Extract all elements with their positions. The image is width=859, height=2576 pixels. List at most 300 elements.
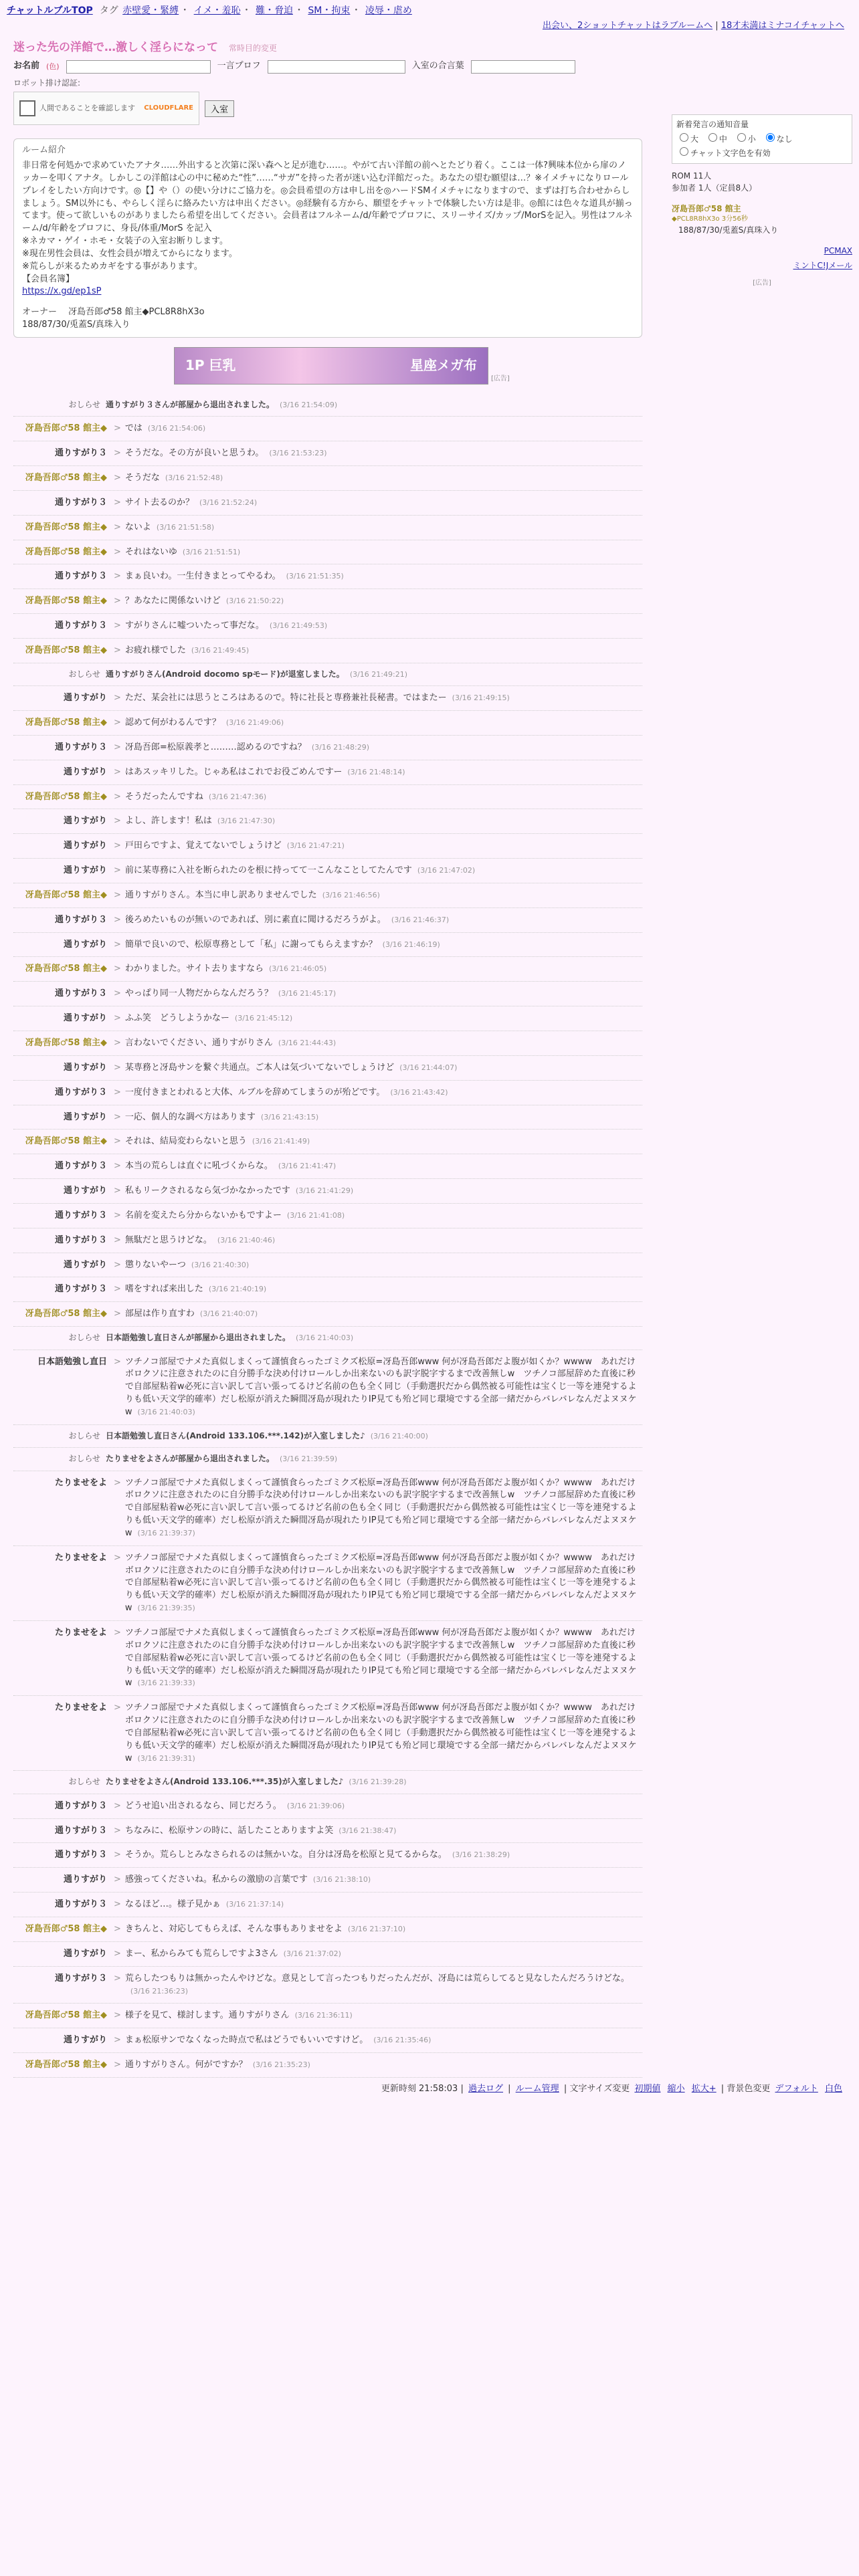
speaker-name[interactable]: 冴島吾郎♂58 館主◆ xyxy=(25,1309,107,1319)
arrow-icon: > xyxy=(114,865,121,876)
chat-message xyxy=(13,1081,642,1105)
message-text: では xyxy=(124,423,142,434)
timestamp: (3/16 21:40:03) xyxy=(137,1407,195,1416)
message-text: どうせ追い出されるなら、同じだろう。 xyxy=(124,1800,282,1811)
arrow-icon: > xyxy=(114,914,121,925)
chat-message xyxy=(13,1154,642,1179)
speaker-name[interactable]: 通りすがり３ xyxy=(54,1800,107,1811)
arrow-icon: > xyxy=(114,448,121,459)
notice-text: 通りすがり３さんが部屋から退出されました。 xyxy=(106,399,275,409)
pcmax-link[interactable]: PCMAX xyxy=(824,246,852,256)
arrow-icon: > xyxy=(114,1356,121,1367)
timestamp: (3/16 21:35:23) xyxy=(252,2060,310,2070)
speaker-name[interactable]: 通りすがり xyxy=(63,1111,107,1122)
message-text: ないよ xyxy=(124,522,151,532)
timestamp: (3/16 21:49:06) xyxy=(225,718,284,728)
chat-message xyxy=(13,1893,642,1917)
message-text: まぁ良いわ。一生付きまとってやるわ。 xyxy=(124,571,281,582)
message-text: 感強ってくださいね。私からの激励の言葉です xyxy=(124,1874,308,1885)
timestamp: (3/16 21:51:58) xyxy=(156,522,215,532)
side-ad-label: [広告] xyxy=(753,279,771,287)
notice-label: おしらせ xyxy=(68,1430,100,1440)
message-text: 名前を変えたら分からないかもですよー xyxy=(124,1210,282,1220)
arrow-icon: > xyxy=(114,2060,121,2070)
chat-log xyxy=(13,394,642,2078)
timestamp: (3/16 21:49:21) xyxy=(349,669,407,679)
timestamp: (3/16 21:47:30) xyxy=(217,817,276,826)
captcha-checkbox[interactable] xyxy=(19,100,35,116)
speaker-name[interactable]: 通りすがり３ xyxy=(54,742,107,752)
timestamp: (3/16 21:38:47) xyxy=(339,1826,397,1835)
speaker-name[interactable]: 冴島吾郎♂58 館主◆ xyxy=(25,473,107,484)
speaker-name[interactable]: 冴島吾郎♂58 館主◆ xyxy=(25,718,107,728)
arrow-icon: > xyxy=(114,546,121,557)
speaker-name[interactable]: 冴島吾郎♂58 館主◆ xyxy=(25,423,107,434)
message-text: 簡単で良いので、松原専務として「私」に謝ってもらえますか？ xyxy=(124,939,377,950)
tag-label: タグ 赤壁愛・緊縛 ・ イメ・羞恥 ・ 難・脅迫 ・ SM・拘束 ・ 凌辱・虐め xyxy=(99,5,412,16)
ad-label: [広告] xyxy=(491,375,510,383)
member-name[interactable]: 冴島吾郎♂58 館主 xyxy=(672,204,741,214)
chat-message xyxy=(13,2053,642,2078)
timestamp: (3/16 21:40:46) xyxy=(217,1235,276,1245)
message-text: ちなみに、松原サンの時に、話したことありますよ笑 xyxy=(124,1825,334,1836)
timestamp: (3/16 21:36:11) xyxy=(294,2011,353,2020)
timestamp: (3/16 21:54:06) xyxy=(147,424,206,433)
message-text: まー、私からみても荒らしですよ3さん xyxy=(124,1948,278,1959)
past-log-link[interactable]: 過去ログ xyxy=(468,2083,504,2094)
timestamp: (3/16 21:39:06) xyxy=(286,1801,345,1810)
message-text: まぁ松原サンでなくなった時点で私はどうでもいいですけど。 xyxy=(124,2035,369,2046)
message-text: 私もリークされるなら気づかなかったです xyxy=(124,1186,290,1196)
top-bar xyxy=(0,0,859,19)
member-info: 188/87/30/兎蓋S/真珠入り xyxy=(678,225,779,235)
owner-label: オーナー xyxy=(22,307,58,318)
bg-color-label: 背景色変更 xyxy=(727,2083,771,2094)
message-text: それは、結局変わらないと思う xyxy=(124,1136,247,1147)
speaker-name[interactable]: 冴島吾郎♂58 館主◆ xyxy=(25,1136,107,1147)
message-text: 冴島吾郎=松原義孝と………認めるのですね？ xyxy=(124,742,306,752)
chat-message xyxy=(13,639,642,663)
speaker-name[interactable]: 通りすがり xyxy=(63,1186,107,1196)
chat-message xyxy=(13,614,642,639)
timestamp: (3/16 21:40:03) xyxy=(296,1333,354,1343)
speaker-name[interactable]: 通りすがり３ xyxy=(54,1087,107,1097)
arrow-icon: > xyxy=(114,1284,121,1295)
speaker-name[interactable]: 通りすがり３ xyxy=(54,497,107,508)
chat-message xyxy=(13,883,642,908)
speaker-name[interactable]: 冴島吾郎♂58 館主◆ xyxy=(25,522,107,532)
chat-message xyxy=(13,1302,642,1327)
arrow-icon: > xyxy=(114,1825,121,1836)
chat-color-toggle[interactable] xyxy=(680,147,688,156)
speaker-name[interactable]: 通りすがり xyxy=(63,766,107,777)
bg-white-link[interactable]: 白色 xyxy=(824,2083,842,2094)
timestamp: (3/16 21:41:49) xyxy=(252,1137,310,1146)
captcha-widget[interactable] xyxy=(13,92,199,125)
chat-message xyxy=(13,933,642,958)
timestamp: (3/16 21:38:10) xyxy=(312,1875,371,1885)
arrow-icon: > xyxy=(114,742,121,752)
profile-input[interactable] xyxy=(268,60,405,74)
speaker-name[interactable]: 冴島吾郎♂58 館主◆ xyxy=(25,964,107,974)
chat-message xyxy=(13,1967,642,2004)
timestamp: (3/16 21:52:24) xyxy=(199,498,258,507)
arrow-icon: > xyxy=(114,1627,121,1638)
arrow-icon: > xyxy=(114,1899,121,1910)
arrow-icon: > xyxy=(114,816,121,827)
speaker-name[interactable]: 通りすがり３ xyxy=(54,1235,107,1245)
arrow-icon: > xyxy=(114,1038,121,1049)
font-shrink-link[interactable]: 縮小 xyxy=(667,2083,685,2094)
speaker-name[interactable]: 通りすがり３ xyxy=(54,1850,107,1860)
chat-message xyxy=(13,1471,642,1546)
chat-message xyxy=(13,1179,642,1204)
arrow-icon: > xyxy=(114,1087,121,1097)
system-notice xyxy=(13,1327,642,1350)
speaker-name[interactable]: 冴島吾郎♂58 館主◆ xyxy=(25,596,107,607)
intro-label: ルーム紹介 xyxy=(22,145,66,156)
chat-message xyxy=(13,1350,642,1425)
speaker-name[interactable]: 通りすがり xyxy=(63,1874,107,1885)
arrow-icon: > xyxy=(114,1924,121,1935)
timestamp: (3/16 21:40:00) xyxy=(370,1431,428,1440)
speaker-name[interactable]: 通りすがり xyxy=(63,865,107,876)
profile-label: 一言プロフ xyxy=(217,61,261,72)
chat-message xyxy=(13,711,642,736)
arrow-icon: > xyxy=(114,791,121,802)
chat-message xyxy=(13,564,642,589)
arrow-icon: > xyxy=(114,1013,121,1024)
timestamp: (3/16 21:39:33) xyxy=(137,1679,195,1688)
timestamp: (3/16 21:39:28) xyxy=(349,1778,407,1787)
chat-message xyxy=(13,491,642,516)
message-text: ？あなたに関係ないけど xyxy=(124,596,221,607)
message-text: ただ、某会社には思うところはあるので。特に社長と専務兼社長秘書。ではまたー xyxy=(124,693,447,704)
arrow-icon: > xyxy=(114,1874,121,1885)
message-text: ツチノコ部屋でナメた真似しまくって謹慎食らったゴミクズ松原=冴島吾郎www 何が冴島吾郎だよ腹が如くか？wwww あれだけボロクソに注意されたのに自分勝手な決め付けロールしか出来ないのも訳字脱字するまで改善無しw ツチノコ部屋辞めた直後に秒で自部屋粘着w必死に言い訳して言い張ってるけど名前の色も全く同じ（手動選択だから偶然被る可能性は宝くじ一等を連発するよりも低い天文学的確率）だし松原が消えた瞬間冴島が現れたりIP見ても殆ど同じ環境でする全部一緒だからバレバレなんだよヌヌケw xyxy=(124,1356,637,1417)
chat-message xyxy=(13,1056,642,1081)
message-text: 言わないでください、通りすがりさん xyxy=(124,1038,273,1049)
chat-message xyxy=(13,466,642,491)
arrow-icon: > xyxy=(114,1850,121,1860)
owner-info: 188/87/30/兎蓋S/真珠入り xyxy=(22,320,130,330)
message-text: なるほど…。様子見かぁ xyxy=(124,1899,221,1910)
speaker-name[interactable]: 冴島吾郎♂58 館主◆ xyxy=(25,889,107,900)
volume-radio[interactable] xyxy=(737,133,746,142)
timestamp: (3/16 21:40:30) xyxy=(191,1260,250,1269)
message-text: サイト去るのか？ xyxy=(124,497,194,508)
speaker-name[interactable]: 通りすがり３ xyxy=(54,1825,107,1836)
chat-message xyxy=(13,516,642,540)
site-home-link[interactable]: チャットルブルTOP xyxy=(7,5,93,16)
owner-name: 冴島吾郎♂58 館主◆PCL8R8hX3o xyxy=(68,307,205,318)
message-text: 嗜をすれば来出した xyxy=(124,1284,203,1295)
speaker-name[interactable]: 通りすがり３ xyxy=(54,448,107,459)
chat-message xyxy=(13,736,642,760)
chat-message xyxy=(13,1253,642,1278)
speaker-name[interactable]: 通りすがり xyxy=(63,939,107,950)
arrow-icon: > xyxy=(114,1973,121,1983)
timestamp: (3/16 21:35:46) xyxy=(373,2036,432,2045)
message-text: ふふ笑 どうしようかなー xyxy=(124,1013,229,1024)
update-time: 更新時刻 21:58:03 xyxy=(381,2083,458,2094)
chat-message xyxy=(13,834,642,859)
arrow-icon: > xyxy=(114,988,121,999)
chat-message xyxy=(13,589,642,614)
chat-message xyxy=(13,417,642,441)
bg-default-link[interactable]: デフォルト xyxy=(775,2083,818,2094)
chat-message xyxy=(13,2004,642,2028)
chat-message xyxy=(13,859,642,883)
rom-count: ROM 11人 xyxy=(672,171,712,181)
notice-text: 日本語勉強し直日さんが部屋から退出されました。 xyxy=(106,1333,291,1343)
arrow-icon: > xyxy=(114,2010,121,2021)
speaker-name[interactable]: 通りすがり３ xyxy=(54,571,107,582)
timestamp: (3/16 21:51:35) xyxy=(286,572,344,581)
message-text: 様子を見て、様討します。通りすがりさん xyxy=(124,2010,290,2021)
timestamp: (3/16 21:39:31) xyxy=(137,1753,195,1763)
arrow-icon: > xyxy=(114,645,121,655)
chat-message xyxy=(13,760,642,785)
timestamp: (3/16 21:53:23) xyxy=(269,449,327,458)
timestamp: (3/16 21:39:59) xyxy=(280,1455,338,1464)
speaker-name[interactable]: 通りすがり３ xyxy=(54,1284,107,1295)
message-text: ツチノコ部屋でナメた真似しまくって謹慎食らったゴミクズ松原=冴島吾郎www 何が冴島吾郎だよ腹が如くか？wwww あれだけボロクソに注意されたのに自分勝手な決め付けロールしか出来ないのも訳字脱字するまで改善無しw ツチノコ部屋辞めた直後に秒で自部屋粘着w必死に言い訳して言い張ってるけど名前の色も全く同じ（手動選択だから偶然被る可能性は宝くじ一等を連発するよりも低い天文学的確率）だし松原が消えた瞬間冴島が現れたりIP見ても殆ど同じ環境でする全部一緒だからバレバレなんだよヌヌケw xyxy=(124,1477,637,1538)
arrow-icon: > xyxy=(114,1948,121,1959)
arrow-icon: > xyxy=(114,1161,121,1172)
chat-message xyxy=(13,1942,642,1967)
chat-message xyxy=(13,441,642,466)
timestamp: (3/16 21:49:45) xyxy=(191,645,250,655)
entry-form xyxy=(13,60,642,74)
message-text: きちんと、対応してもらえば、そんな事もありませをよ xyxy=(124,1924,343,1935)
notify-settings: 新着発言の通知音量 大 中 小 なし チャット文字色を有効 xyxy=(672,114,852,164)
speaker-name[interactable]: 日本語勉強し直日 xyxy=(37,1356,107,1367)
robot-check xyxy=(13,78,642,125)
chat-message xyxy=(13,1868,642,1893)
room-subtitle: 常時目的変更 xyxy=(228,43,277,53)
message-text: お疲れ様でした xyxy=(124,645,186,655)
speaker-name[interactable]: 通りすがり xyxy=(63,1259,107,1270)
tag-link[interactable]: 凌辱・虐め xyxy=(365,5,412,16)
message-text: 無駄だと思うけどな。 xyxy=(124,1235,212,1245)
message-text: よし、許します！私は xyxy=(124,816,212,827)
intro-text: 非日常を何処かで求めていたアナタ……外出すると次第に深い森へと足が進む……。やがて古い洋館の前へとたどり着く。ここは一体?興味本位から扉のノッカーを叩くアナタ。しかしこの洋館は心の中に秘めた“性”……“サガ”を持った者が迷い込む洋館だった。あなたの望む願望は…？※イメチャになりロールプレイをしたい方向けです。◎【】や（）の使い分けにご協力を。◎会員希望の方は申し出を◎ハードSMイメチャになりますので、まずは打ち合わせからしましょう。SM以外にも、やらしく淫らに絡みたい方は申出ください。◎経験有る方から、願望をチャットで体験したい方は是非。◎館には色々な道具が揃ってます。使って欲しいものがありましたら希望を出してください。会員者はフルネーム/d/年齢でプロフに、スリーサイズ/カップ/MorSを記入。男性はフルネーム/d/年齢をプロフに、身長/体重/MorS を記入 ※ネカマ・ゲイ・ホモ・女装子の入室お断りします。 ※現在男性会員は、女性会員が増えてからになります。 ※荒らしが来るためカギをする事があります。 【会員名簿】 xyxy=(22,160,633,284)
arrow-icon: > xyxy=(114,1062,121,1073)
room-admin-link[interactable]: ルーム管理 xyxy=(515,2083,559,2094)
timestamp: (3/16 21:41:47) xyxy=(278,1162,337,1171)
timestamp: (3/16 21:46:56) xyxy=(322,890,380,899)
arrow-icon: > xyxy=(114,423,121,434)
entry-code-input[interactable] xyxy=(471,60,575,74)
timestamp: (3/16 21:37:14) xyxy=(225,1900,284,1909)
speaker-name[interactable]: 冴島吾郎♂58 館主◆ xyxy=(25,1038,107,1049)
message-text: はあスッキリした。じゃあ私はこれでお役ごめんですー xyxy=(124,766,343,777)
timestamp: (3/16 21:49:53) xyxy=(269,621,328,631)
message-text: わかりました。サイト去りますなら xyxy=(124,964,264,974)
speaker-name[interactable]: 冴島吾郎♂58 館主◆ xyxy=(25,546,107,557)
speaker-name[interactable]: 冴島吾郎♂58 館主◆ xyxy=(25,2010,107,2021)
color-chip[interactable]: (色) xyxy=(46,62,60,71)
timestamp: (3/16 21:46:37) xyxy=(391,915,450,924)
minakoi-link[interactable]: 18才未満はミナコイチャットへ xyxy=(721,21,844,31)
speaker-name[interactable]: たりませをよ xyxy=(54,1552,107,1563)
message-text: そうか。荒らしとみなさられるのは無かいな。自分は冴島を松原と見てるからな。 xyxy=(124,1850,447,1860)
arrow-icon: > xyxy=(114,766,121,777)
timestamp: (3/16 21:50:22) xyxy=(225,597,284,606)
robot-label: ロボット排け認証: xyxy=(13,78,81,88)
message-text: 戸田らですよ、覚えてないでしょうけど xyxy=(124,841,282,851)
timestamp: (3/16 21:38:29) xyxy=(452,1850,510,1860)
message-text: 某専務と冴島サンを繋ぐ共通点。ご本人は気づいてないでしょうけど xyxy=(124,1062,395,1073)
member-trip: ◆PCL8R8hX3o 3分56秒 xyxy=(672,215,748,223)
cloudflare-logo: CLOUDFLARE xyxy=(144,104,193,112)
timestamp: (3/16 21:41:29) xyxy=(295,1186,354,1196)
arrow-icon: > xyxy=(114,718,121,728)
notice-text: 日本語勉強し直日さん(Android 133.106.***.142)が入室しました♪ xyxy=(106,1430,365,1440)
timestamp: (3/16 21:39:35) xyxy=(137,1604,195,1613)
speaker-name[interactable]: 通りすがり３ xyxy=(54,1899,107,1910)
timestamp: (3/16 21:36:23) xyxy=(130,1986,189,1996)
speaker-name[interactable]: たりませをよ xyxy=(54,1477,107,1488)
chat-message xyxy=(13,1794,642,1819)
speaker-name[interactable]: 冴島吾郎♂58 館主◆ xyxy=(25,645,107,655)
name-input[interactable] xyxy=(66,60,211,74)
timestamp: (3/16 21:52:48) xyxy=(165,473,223,483)
message-text: そうだったんですね xyxy=(124,791,203,802)
message-text: 一応、個人的な調べ方はあります xyxy=(124,1111,256,1122)
arrow-icon: > xyxy=(114,1111,121,1122)
speaker-name[interactable]: たりませをよ xyxy=(54,1703,107,1713)
system-notice xyxy=(13,1771,642,1794)
speaker-name[interactable]: 通りすがり３ xyxy=(54,621,107,631)
font-size-label: 文字サイズ変更 xyxy=(569,2083,630,2094)
tag-link[interactable]: 赤壁愛・緊縛 xyxy=(122,5,179,16)
volume-radio[interactable] xyxy=(766,133,775,142)
timestamp: (3/16 21:37:02) xyxy=(283,1949,341,1958)
font-reset-link[interactable]: 初期値 xyxy=(634,2083,661,2094)
arrow-icon: > xyxy=(114,693,121,704)
timestamp: (3/16 21:48:29) xyxy=(311,742,369,752)
ad-image[interactable] xyxy=(174,347,488,385)
message-text: ツチノコ部屋でナメた真似しまくって謹慎食らったゴミクズ松原=冴島吾郎www 何が冴島吾郎だよ腹が如くか？wwww あれだけボロクソに注意されたのに自分勝手な決め付けロールしか出来ないのも訳字脱字するまで改善無しw ツチノコ部屋辞めた直後に秒で自部屋粘着w必死に言い訳して言い張ってるけど名前の色も全く同じ（手動選択だから偶然被る可能性は宝くじ一等を連発するよりも低い天文学的確率）だし松原が消えた瞬間冴島が現れたりIP見ても殆ど同じ環境でする全部一緒だからバレバレなんだよヌヌケw xyxy=(124,1627,637,1689)
message-text: 荒らしたつもりは無かったんやけどな。意見として言ったつもりだったんだが、冴島には荒らしてると見なしたんだろうけどな。 xyxy=(124,1973,630,1983)
chat-message xyxy=(13,1621,642,1696)
speaker-name[interactable]: 通りすがり xyxy=(63,841,107,851)
speaker-name[interactable]: 通りすがり xyxy=(63,1062,107,1073)
arrow-icon: > xyxy=(114,1309,121,1319)
speaker-name[interactable]: 通りすがり xyxy=(63,1013,107,1024)
speaker-name[interactable]: 通りすがり３ xyxy=(54,988,107,999)
message-text: 認めて何がわるんです？ xyxy=(124,718,221,728)
arrow-icon: > xyxy=(114,1235,121,1245)
arrow-icon: > xyxy=(114,621,121,631)
timestamp: (3/16 21:48:14) xyxy=(347,767,405,776)
chat-message xyxy=(13,809,642,834)
arrow-icon: > xyxy=(114,522,121,532)
timestamp: (3/16 21:45:12) xyxy=(234,1014,293,1023)
chat-message xyxy=(13,1130,642,1154)
speaker-name[interactable]: 通りすがり３ xyxy=(54,914,107,925)
arrow-icon: > xyxy=(114,1186,121,1196)
volume-radio[interactable] xyxy=(708,133,717,142)
timestamp: (3/16 21:47:36) xyxy=(208,792,267,801)
message-text: そうだな xyxy=(124,473,160,484)
timestamp: (3/16 21:46:05) xyxy=(269,964,327,974)
arrow-icon: > xyxy=(114,1800,121,1811)
timestamp: (3/16 21:49:15) xyxy=(452,693,510,703)
tag-link[interactable]: 難・脅迫 xyxy=(255,5,293,16)
timestamp: (3/16 21:45:17) xyxy=(278,989,337,998)
notice-label: おしらせ xyxy=(68,1454,100,1464)
arrow-icon: > xyxy=(114,1552,121,1563)
system-notice xyxy=(13,1448,642,1471)
entry-code-label: 入室の合言葉 xyxy=(411,61,464,72)
speaker-name[interactable]: 冴島吾郎♂58 館主◆ xyxy=(25,791,107,802)
message-text: すがりさんに嘘ついたって事だな。 xyxy=(124,621,264,631)
chat-message xyxy=(13,908,642,933)
speaker-name[interactable]: 通りすがり３ xyxy=(54,1973,107,1983)
message-text: やっぱり同一人物だからなんだろう？ xyxy=(124,988,273,999)
chat-message xyxy=(13,1917,642,1942)
speaker-name[interactable]: 通りすがり xyxy=(63,1948,107,1959)
arrow-icon: > xyxy=(114,1703,121,1713)
mintc-link[interactable]: ミントC!Jメール xyxy=(793,260,852,270)
timestamp: (3/16 21:51:51) xyxy=(182,547,241,556)
message-text: ツチノコ部屋でナメた真似しまくって謹慎食らったゴミクズ松原=冴島吾郎www 何が冴島吾郎だよ腹が如くか？wwww あれだけボロクソに注意されたのに自分勝手な決め付けロールしか出来ないのも訳字脱字するまで改善無しw ツチノコ部屋辞めた直後に秒で自部屋粘着w必死に言い訳して言い張ってるけど名前の色も全く同じ（手動選択だから偶然被る可能性は宝くじ一等を連発するよりも低い天文学的確率）だし松原が消えた瞬間冴島が現れたりIP見ても殆ど同じ環境でする全部一緒だからバレバレなんだよヌヌケw xyxy=(124,1552,637,1614)
speaker-name[interactable]: 通りすがり xyxy=(63,816,107,827)
speaker-name[interactable]: 通りすがり３ xyxy=(54,1210,107,1220)
chat-message xyxy=(13,1277,642,1302)
message-text: そうだな。その方が良いと思うわ。 xyxy=(124,448,264,459)
timestamp: (3/16 21:40:07) xyxy=(199,1309,258,1319)
arrow-icon: > xyxy=(114,2035,121,2046)
arrow-icon: > xyxy=(114,939,121,950)
arrow-icon: > xyxy=(114,889,121,900)
message-text: 部屋は作り直すわ xyxy=(124,1309,195,1319)
arrow-icon: > xyxy=(114,571,121,582)
speaker-name[interactable]: 冴島吾郎♂58 館主◆ xyxy=(25,2060,107,2070)
chat-message xyxy=(13,1546,642,1621)
enter-room-button[interactable]: 入室 xyxy=(205,100,234,117)
font-grow-link[interactable]: 拡大+ xyxy=(691,2083,717,2094)
speaker-name[interactable]: 通りすがり xyxy=(63,693,107,704)
volume-radio[interactable] xyxy=(680,133,688,142)
captcha-text: 人間であることを確認します xyxy=(39,104,135,113)
speaker-name[interactable]: 冴島吾郎♂58 館主◆ xyxy=(25,1924,107,1935)
timestamp: (3/16 21:47:21) xyxy=(286,841,345,851)
system-notice xyxy=(13,663,642,686)
chat-message xyxy=(13,957,642,982)
room-intro xyxy=(13,138,642,338)
chat-message xyxy=(13,2028,642,2053)
love-room-link[interactable]: 出会い、2ショットチャットはラブルームへ xyxy=(542,21,713,31)
message-text: 本当の荒らしは直ぐに吼づくからな。 xyxy=(124,1161,273,1172)
room-title: 迷った先の洋館で…激しく淫らになって 常時目的変更 xyxy=(13,41,277,55)
speaker-name[interactable]: 通りすがり xyxy=(63,2035,107,2046)
tag-link[interactable]: SM・拘束 xyxy=(308,5,351,16)
chat-message xyxy=(13,1031,642,1056)
arrow-icon: > xyxy=(114,497,121,508)
speaker-name[interactable]: 通りすがり３ xyxy=(54,1161,107,1172)
tag-link[interactable]: イメ・羞恥 xyxy=(193,5,241,16)
chat-message xyxy=(13,1228,642,1253)
speaker-name[interactable]: たりませをよ xyxy=(54,1627,107,1638)
chat-message xyxy=(13,1006,642,1031)
sidebar xyxy=(672,34,852,2078)
timestamp: (3/16 21:39:37) xyxy=(137,1528,195,1537)
member-list-link[interactable]: https://x.gd/ep1sP xyxy=(22,286,102,297)
